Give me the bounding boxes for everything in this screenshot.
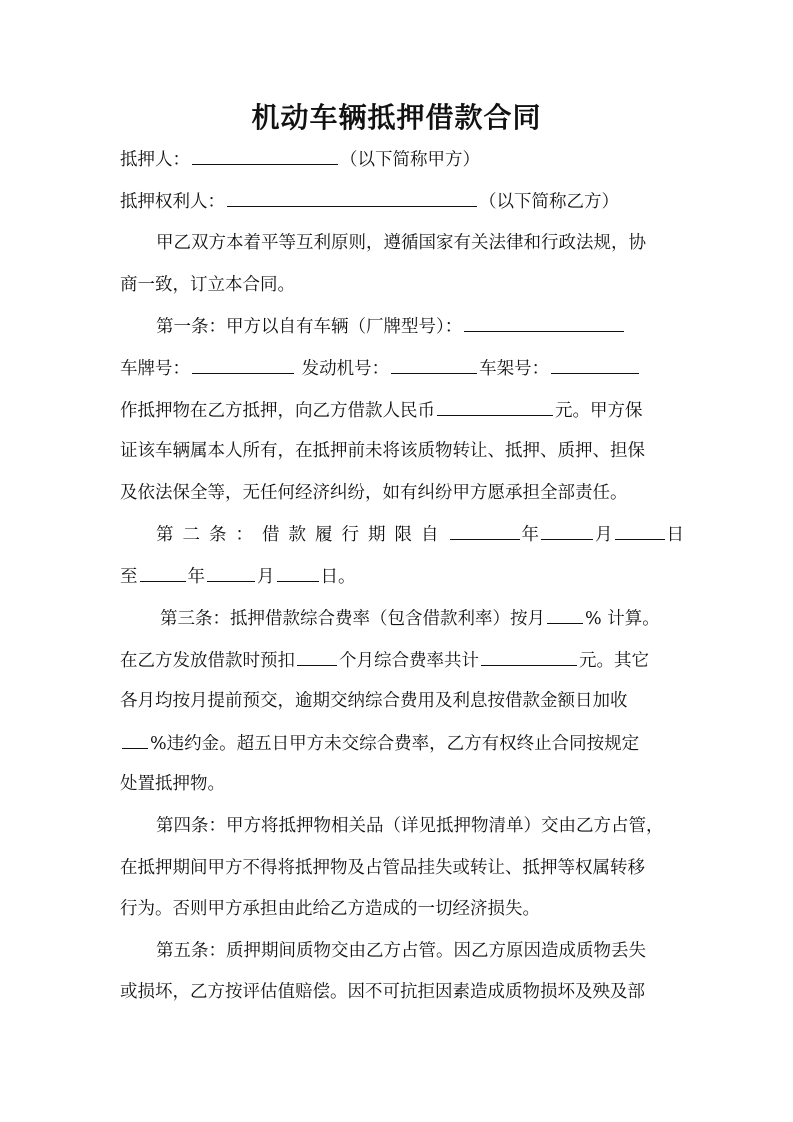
article1-line2: [120, 355, 680, 381]
article1-line4: 证该车辆属本人所有，在抵押前未将该质物转让、抵押、质押、担保: [120, 441, 645, 461]
intro-line-1: 甲乙双方本着平等互利原则，遵循国家有关法律和行政法规，协: [156, 233, 646, 253]
end-day-label: 日。: [320, 567, 356, 587]
end-year-blank[interactable]: [140, 563, 186, 582]
to-label: 至: [120, 567, 138, 587]
article4-line3: 行为。否则甲方承担由此给乙方造成的一切经济损失。: [120, 899, 540, 919]
monthly-rate-suffix: % 计算。: [585, 609, 660, 629]
article5-line2: 或损坏，乙方按评估值赔偿。因不可抗拒因素造成质物损坏及殃及部: [120, 982, 645, 1002]
article2-line2: [120, 563, 680, 589]
total-fee-suffix: 元。其它: [579, 651, 649, 671]
article1-heading: 第一条：甲方以自有车辆（厂牌型号）：: [156, 317, 463, 337]
plate-label: 车牌号：: [120, 359, 190, 379]
intro-line-2: 商一致，订立本合同。: [120, 275, 295, 295]
article1-line3: [120, 397, 680, 423]
end-day-blank[interactable]: [277, 563, 319, 582]
mortgagor-line: [120, 146, 680, 172]
loan-amount-suffix: 元。甲方保: [555, 401, 643, 421]
article3-line1: [120, 605, 720, 631]
article4-line1: 第四条：甲方将抵押物相关品（详见抵押物清单）交由乙方占管，: [156, 816, 664, 836]
mortgagee-blank[interactable]: [227, 188, 477, 207]
penalty-text: %违约金。超五日甲方未交综合费率，乙方有权终止合同按规定: [150, 734, 640, 754]
total-fee-blank[interactable]: [481, 647, 577, 666]
year-label: 年: [187, 567, 205, 587]
year-label: 年: [521, 525, 539, 545]
article1-line1: [120, 313, 716, 339]
article3-line3: 各月均按月提前预交，逾期交纳综合费用及利息按借款金额日加收: [120, 691, 628, 711]
article1-line5: 及依法保全等，无任何经济纠纷，如有纠纷甲方愿承担全部责任。: [120, 483, 628, 503]
engine-blank[interactable]: [391, 355, 477, 374]
start-year-blank[interactable]: [450, 521, 520, 540]
engine-label: 发动机号：: [301, 359, 390, 379]
frame-blank[interactable]: [551, 355, 639, 374]
mortgagee-suffix: （以下简称乙方）: [479, 192, 619, 212]
loan-amount-label: 作抵押物在乙方抵押，向乙方借款人民币: [120, 401, 435, 421]
start-month-blank[interactable]: [541, 521, 593, 540]
mortgagor-label: 抵押人：: [120, 150, 190, 170]
page-title: 机动车辆抵押借款合同: [251, 101, 542, 134]
article4-line2: 在抵押期间甲方不得将抵押物及占管品挂失或转让、抵押等权属转移: [120, 858, 645, 878]
prepaid-months-blank[interactable]: [297, 647, 337, 666]
penalty-rate-blank[interactable]: [122, 730, 148, 749]
end-month-blank[interactable]: [207, 563, 255, 582]
total-fee-label: 个月综合费率共计: [339, 651, 479, 671]
month-label: 月: [257, 567, 275, 587]
plate-blank[interactable]: [192, 355, 294, 374]
mortgagee-line: [120, 188, 680, 214]
article3-line2: [120, 647, 680, 673]
article3-heading: 第三条：抵押借款综合费率（包含借款利率）按月: [160, 609, 545, 629]
mortgagee-label: 抵押权利人：: [120, 192, 225, 212]
day-label: 日: [666, 525, 684, 545]
loan-amount-blank[interactable]: [437, 397, 553, 416]
article5-line1: 第五条：质押期间质物交由乙方占管。因乙方原因造成质物丢失: [156, 941, 646, 961]
month-label: 月: [595, 525, 613, 545]
frame-label: 车架号：: [479, 359, 550, 379]
monthly-rate-blank[interactable]: [547, 605, 583, 624]
mortgagor-blank[interactable]: [192, 146, 338, 165]
article3-line4: [120, 730, 680, 756]
article2-line1: [120, 521, 716, 547]
start-day-blank[interactable]: [615, 521, 665, 540]
article3-line5: 处置抵押物。: [120, 774, 225, 794]
mortgagor-suffix: （以下简称甲方）: [340, 150, 480, 170]
vehicle-model-blank[interactable]: [464, 313, 624, 332]
article2-heading: 第二条：借款履行期限自: [156, 525, 448, 545]
prepaid-label: 在乙方发放借款时预扣: [120, 651, 295, 671]
